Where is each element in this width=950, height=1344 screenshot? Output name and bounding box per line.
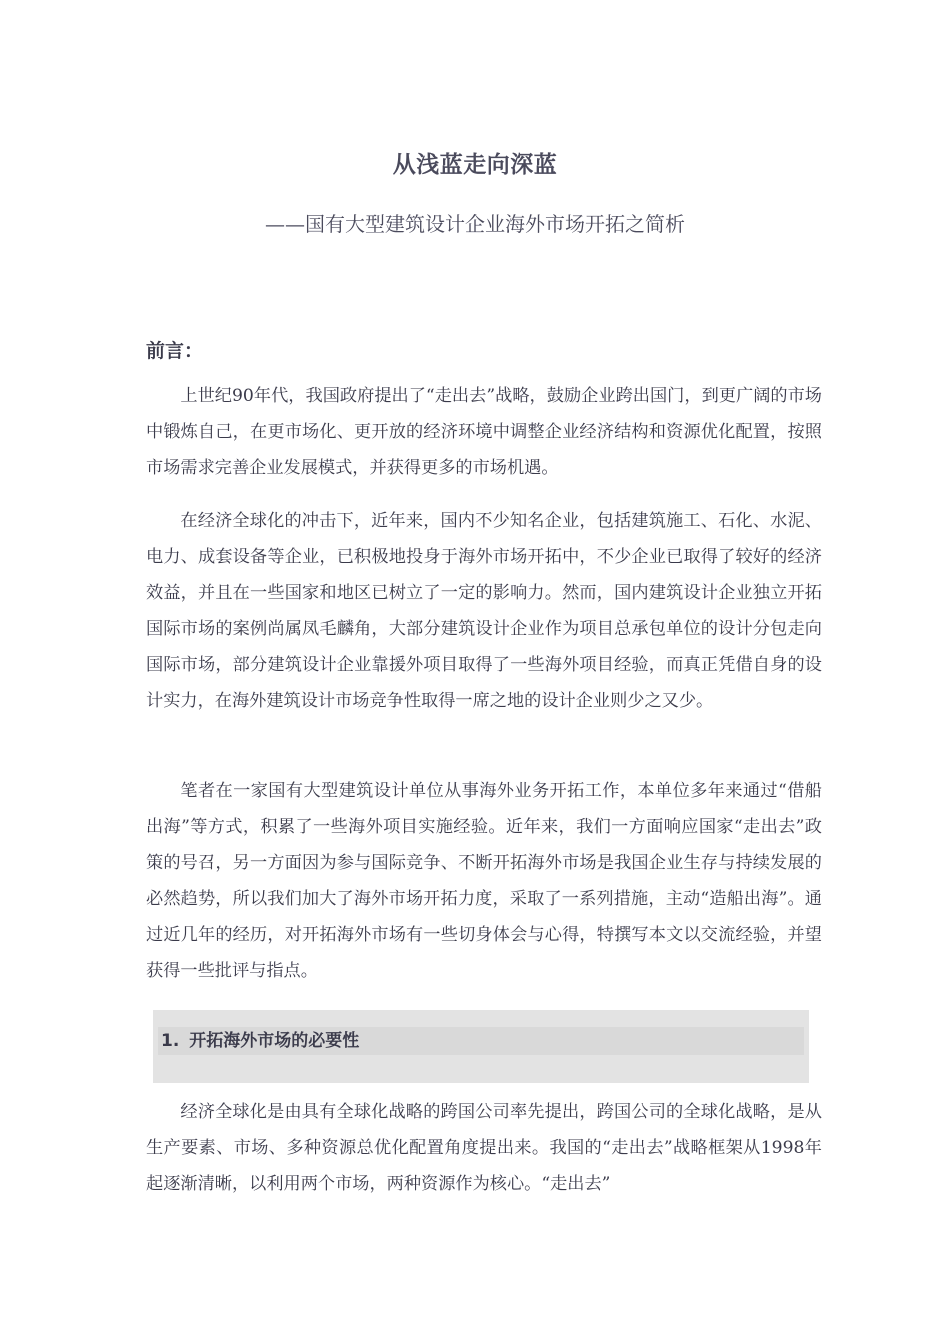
section-1-heading xyxy=(161,1027,359,1055)
preface-paragraph-3: 笔者在一家国有大型建筑设计单位从事海外业务开拓工作，本单位多年来通过“借船出海”等方式，积累了一些海外项目实施经验。近年来，我们一方面响应国家“走出去”政策的号召，另一方面因为参与国际竞争、不断开拓海外市场是我国企业生存与持续发展的必然趋势，所以我们加大了海外市场开拓力度，采取了一系列措施，主动“造船出海”。通过近几年的经历，对开拓海外市场有一些切身体会与心得，特撰写本文以交流经验，并望获得一些批评与指点。 xyxy=(146,781,822,981)
preface-heading: 前言： xyxy=(146,340,204,362)
section-1-title: 开拓海外市场的必要性 xyxy=(189,1031,360,1051)
preface-paragraph-2: 在经济全球化的冲击下，近年来，国内不少知名企业，包括建筑施工、石化、水泥、电力、成套设备等企业，已积极地投身于海外市场开拓中，不少企业已取得了较好的经济效益，并且在一些国家和地区已树立了一定的影响力。然而，国内建筑设计企业独立开拓国际市场的案例尚属凤毛麟角，大部分建筑设计企业作为项目总承包单位的设计分包走向国际市场，部分建筑设计企业靠援外项目取得了一些海外项目经验，而真正凭借自身的设计实力，在海外建筑设计市场竞争性取得一席之地的设计企业则少之又少。 xyxy=(146,511,822,711)
document-subtitle: ——国有大型建筑设计企业海外市场开拓之简析 xyxy=(265,212,685,236)
section-1-paragraph: 经济全球化是由具有全球化战略的跨国公司率先提出，跨国公司的全球化战略，是从生产要素、市场、多种资源总优化配置角度提出来。我国的“走出去”战略框架从1998年起逐渐清晰，以利用两个市场，两种资源作为核心。“走出去” xyxy=(146,1102,822,1194)
section-1-number: 1. xyxy=(161,1031,180,1051)
document-title: 从浅蓝走向深蓝 xyxy=(392,151,558,178)
preface-paragraph-1: 上世纪90年代，我国政府提出了“走出去”战略，鼓励企业跨出国门，到更广阔的市场中锻炼自己，在更市场化、更开放的经济环境中调整企业经济结构和资源优化配置，按照市场需求完善企业发展模式，并获得更多的市场机遇。 xyxy=(146,386,822,478)
